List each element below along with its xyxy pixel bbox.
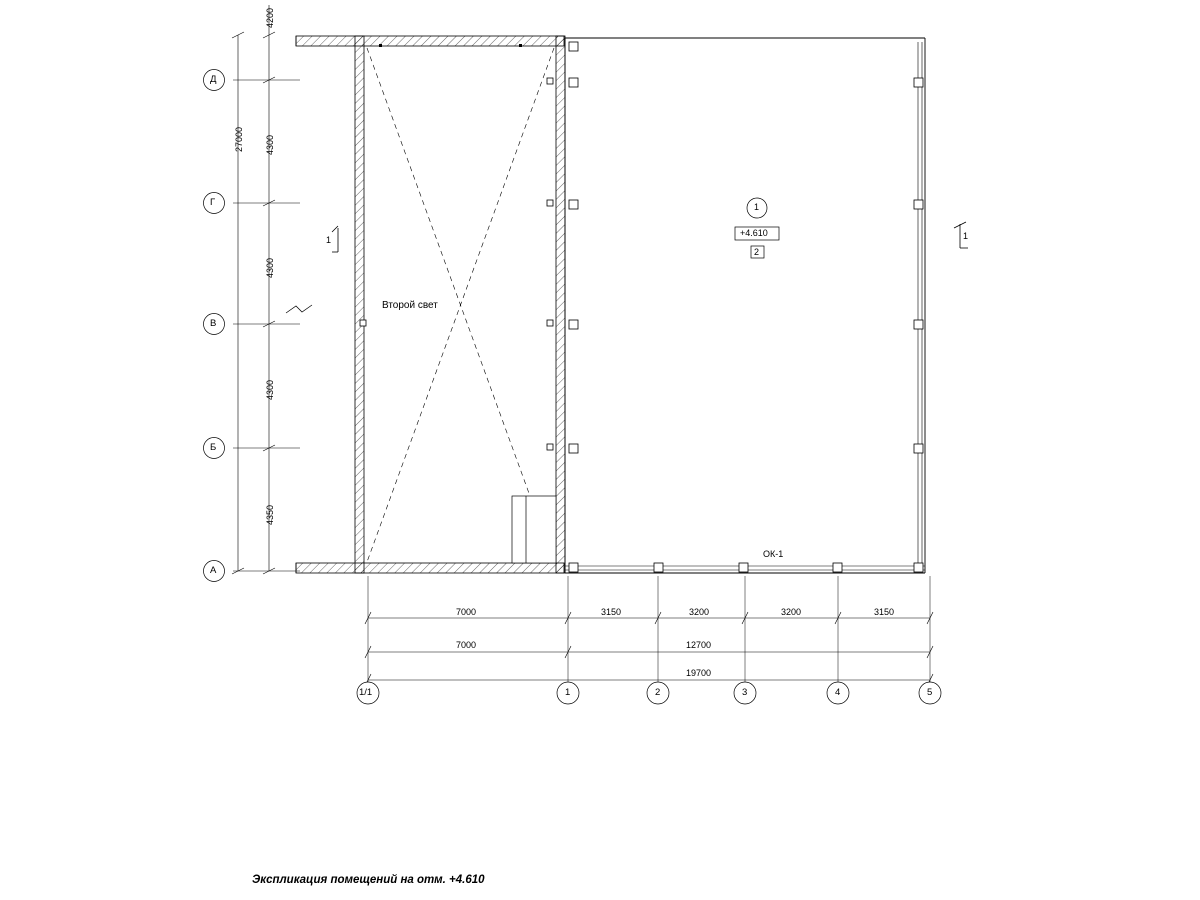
dim-h-3150-a: 3150: [601, 607, 622, 617]
dim-h-3200-a: 3200: [689, 607, 710, 617]
axis-label-5: 5: [927, 687, 933, 698]
dim-vertical-4200: 4200: [265, 7, 275, 28]
dim-vertical-total-27000: 27000: [234, 126, 244, 152]
elevation-label: +4.610: [740, 228, 768, 238]
axis-label-1-1: 1/1: [359, 687, 373, 698]
axis-label-a: А: [210, 565, 217, 576]
stair-block: [512, 496, 556, 563]
room-number-label: 1: [754, 202, 760, 212]
axis-label-1: 1: [565, 687, 571, 698]
axis-label-g: Г: [210, 197, 216, 208]
dim-h-19700: 19700: [686, 668, 712, 678]
dim-h-7000-row1: 7000: [456, 607, 477, 617]
wall-partition-right: [556, 36, 565, 573]
axis-label-4: 4: [835, 687, 841, 698]
axis-label-3: 3: [742, 687, 748, 698]
dim-h-3150-b: 3150: [874, 607, 895, 617]
dim-vertical-4300-1: 4300: [265, 134, 275, 155]
wall-top: [296, 36, 564, 46]
axis-label-v: В: [210, 318, 217, 329]
axis-label-2: 2: [655, 687, 661, 698]
axis-label-b: Б: [210, 442, 217, 453]
wall-left-interior: [355, 36, 364, 573]
room-label-second-light: Второй свет: [382, 300, 438, 311]
dim-h-7000-row2: 7000: [456, 640, 477, 650]
section-mark-right-label: 1: [963, 231, 969, 241]
dim-h-3200-b: 3200: [781, 607, 802, 617]
drawing-caption: Экспликация помещений на отм. +4.610: [252, 874, 485, 886]
dim-vertical-4300-2: 4300: [265, 257, 275, 278]
dim-vertical-4300-3: 4300: [265, 379, 275, 400]
section-mark-left-label: 1: [326, 235, 332, 245]
window-tag-ok1: ОК-1: [763, 549, 784, 559]
wall-bottom: [296, 563, 564, 573]
axis-label-d: Д: [210, 74, 217, 85]
finish-label: 2: [754, 247, 760, 257]
dim-h-12700: 12700: [686, 640, 712, 650]
dim-vertical-4350: 4350: [265, 504, 275, 525]
